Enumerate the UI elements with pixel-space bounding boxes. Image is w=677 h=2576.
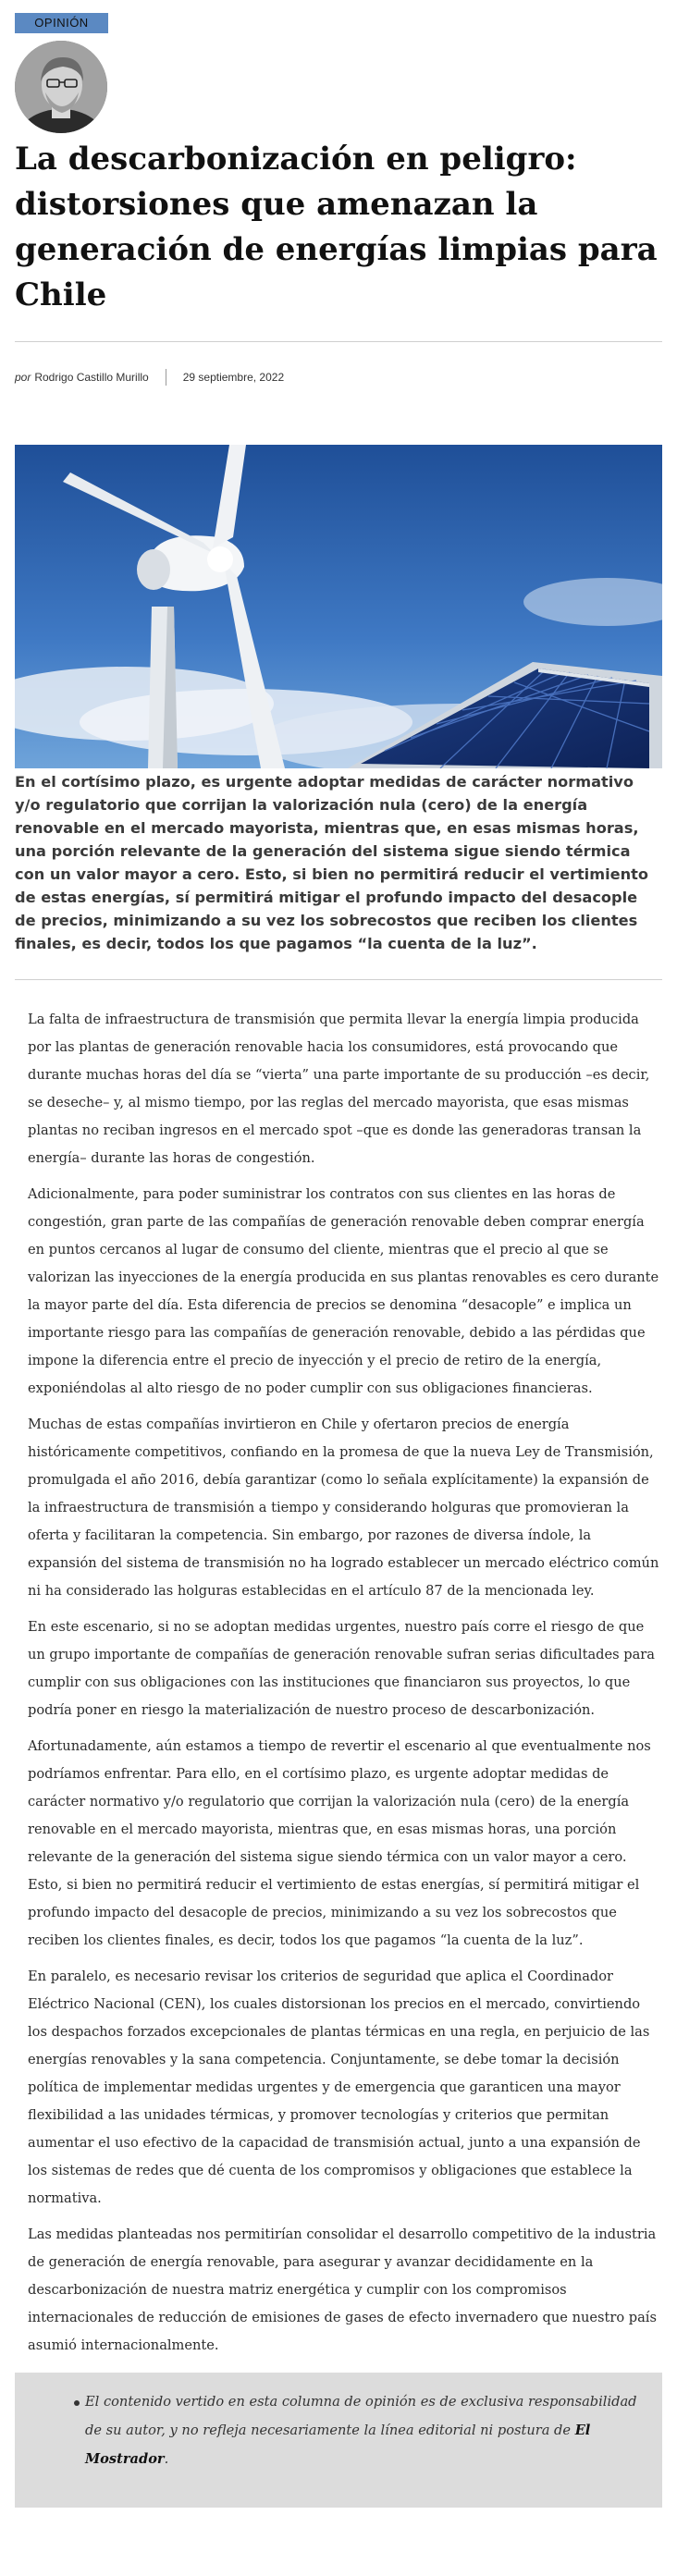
opinion-disclaimer [15,2373,662,2508]
byline [15,368,284,386]
article-headline: La descarbonización en peligro: distorsiones que amenazan la generación de energías limpias para Chile [15,141,658,313]
publish-date: 29 septiembre, 2022 [182,371,285,384]
outlet-name: El Mostrador [85,2423,591,2467]
body-paragraph: Afortunadamente, aún estamos a tiempo de revertir el escenario al que eventualmente nos podríamos enfrentar. Para ello, en el cortísimo plazo, es urgente adoptar medidas de carácter normativo y/o regulatorio que corrijan la valorización nula (cero) de la energía renovable en el mercado mayorista, mientras que, en esas mismas horas, una porción relevante de la generación del sistema sigue siendo térmica con un valor mayor a cero. Esto, si bien no permitirá reducir el vertimiento de estas energías, sí permitirá mitigar el profundo impacto del desacople de precios, minimizando a su vez los sobrecostos que reciben los clientes finales, es decir, todos los que pagamos “la cuenta de la luz”. [28,1738,651,1948]
section-badge[interactable]: OPINIÓN [15,13,108,33]
divider [15,341,662,342]
bullet-icon [74,2400,80,2406]
body-paragraph: Las medidas planteadas nos permitirían consolidar el desarrollo competitivo de la industria de generación de energía renovable, para asegurar y avanzar decididamente en la descarbonización de nuestra matriz energética y cumplir con los compromisos internacionales de reducción de emisiones de gases de efecto invernadero que nuestro país asumió internacionalmente. [28,2226,657,2353]
body-paragraph: Adicionalmente, para poder suministrar los contratos con sus clientes en las horas de congestión, gran parte de las compañías de generación renovable deben comprar energía en puntos cercanos al lugar de consumo del cliente, mientras que el precio al que se valorizan las inyecciones de la energía producida en sus plantas renovables es cero durante la mayor parte del día. Esta diferencia de precios se denomina “desacople” e implica un importante riesgo para las compañías de generación renovable, debido a las pérdidas que impone la diferencia entre el precio de inyección y el precio de retiro de la energía, exponiéndolas al alto riesgo de no poder cumplir con sus obligaciones financieras. [28,1186,659,1396]
byline-prefix: por [15,371,31,384]
body-paragraph: En paralelo, es necesario revisar los criterios de seguridad que aplica el Coordinador Eléctrico Nacional (CEN), los cuales distorsionan los precios en el mercado, convirtiendo los despachos forzados excepcionales de plantas térmicas en una regla, en perjuicio de las energías renovables y la sana competencia. Conjuntamente, se debe tomar la decisión política de implementar medidas urgentes y de emergencia que garanticen una mayor flexibilidad a las unidades térmicas, y promover tecnologías y criterios que permitan aumentar el uso efectivo de la capacidad de transmisión actual, junto a una expansión de los sistemas de redes que dé cuenta de los compromisos y obligaciones que establece la normativa. [28,1969,650,2206]
author-avatar[interactable] [15,41,107,133]
article-lead: En el cortísimo plazo, es urgente adoptar medidas de carácter normativo y/o regulatorio que corrijan la valorización nula (cero) de la energía renovable en el mercado mayorista, mientras que, en esas mismas horas, una porción relevante de la generación del sistema sigue siendo térmica con un valor mayor a cero. Esto, si bien no permitirá reducir el vertimiento de estas energías, sí permitirá mitigar el profundo impacto del desacople de precios, minimizando a su vez los sobrecostos que reciben los clientes finales, es decir, todos los que pagamos “la cuenta de la luz”. [15,773,649,952]
disclaimer-body: El contenido vertido en esta columna de opinión es de exclusiva responsabilidad de su autor, y no refleja necesariamente la línea editorial ni postura de [85,2394,637,2438]
body-paragraph: En este escenario, si no se adoptan medidas urgentes, nuestro país corre el riesgo de que un grupo importante de compañías de generación renovable sufran serias dificultades para cumplir con sus obligaciones con las instituciones que financiaron sus proyectos, lo que podría poner en riesgo la materialización de nuestro proceso de descarbonización. [28,1619,655,1718]
disclaimer-text [57,2387,640,2473]
body-paragraph: Muchas de estas compañías invirtieron en Chile y ofertaron precios de energía históricamente competitivos, confiando en la promesa de que la nueva Ley de Transmisión, promulgada el año 2016, debía garantizar (como lo señala explícitamente) la expansión de la infraestructura de transmisión a tiempo y considerando holguras que promovieran la oferta y facilitaran la competencia. Sin embargo, por razones de diversa índole, la expansión del sistema de transmisión no ha logrado establecer un mercado eléctrico común ni ha considerado las holguras establecidas en el artículo 87 de la mencionada ley. [28,1417,659,1599]
body-paragraph: La falta de infraestructura de transmisión que permita llevar la energía limpia producida por las plantas de generación renovable hacia los consumidores, está provocando que durante muchas horas del día se “vierta” una parte importante de su producción –es decir, se deseche– y, al mismo tiempo, por las reglas del mercado mayorista, que esas mismas plantas no reciban ingresos en el mercado spot –que es donde las generadoras transan la energía– durante las horas de congestión. [28,1012,650,1166]
author-name-link[interactable]: Rodrigo Castillo Murillo [34,371,149,384]
wind-turbine-solar-panel-photo [15,445,662,768]
article-hero-image [15,445,662,768]
divider [15,979,662,980]
disclaimer-end: . [164,2451,169,2467]
article-body [15,984,662,2508]
